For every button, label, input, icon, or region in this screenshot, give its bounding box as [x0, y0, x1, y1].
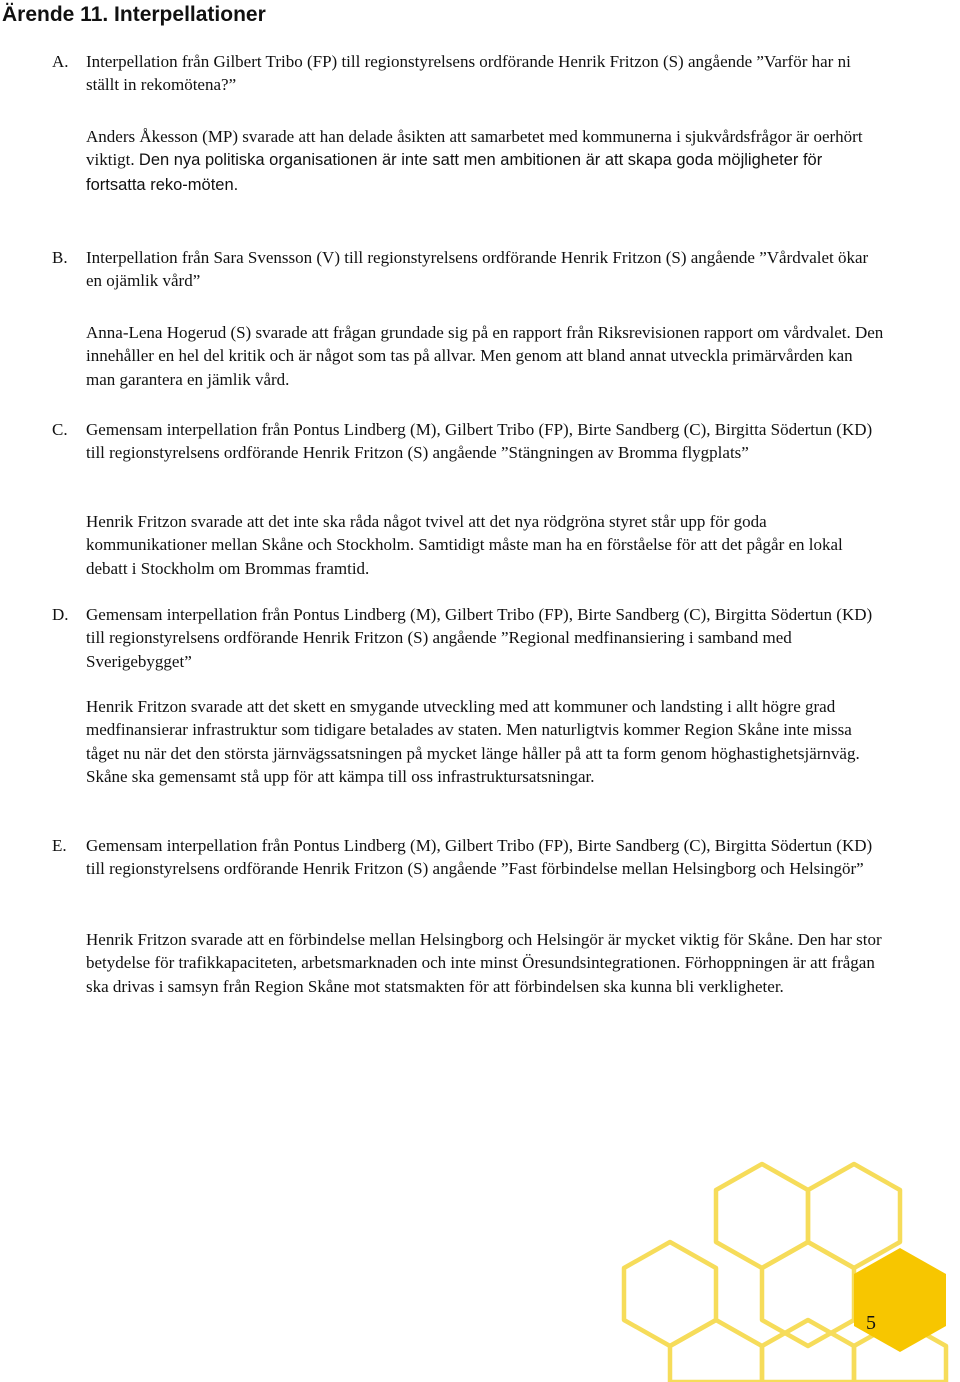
section-letter: A. — [52, 52, 69, 71]
hexagon-outline-shape — [670, 1320, 762, 1382]
interpellation-question: Gemensam interpellation från Pontus Lindberg (M), Gilbert Tribo (FP), Birte Sandberg (C), Birgitta Södertun (KD) till regionstyrelsens ordförande Henrik Fritzon (S) angående ”Stängningen av Bromma flygplats” — [86, 420, 873, 463]
section-letter: B. — [52, 248, 68, 267]
hexagon-outline-shape — [762, 1242, 854, 1346]
interpellation-answer: Henrik Fritzon svarade att det inte ska råda något tvivel att det nya rödgröna styret står upp för goda kommunikationer mellan Skåne och Stockholm. Samtidigt måste man ha en förståelse för att det pågår en lokal debatt i Stockholm om Brommas framtid. — [86, 512, 843, 578]
interpellation-question: Interpellation från Gilbert Tribo (FP) till regionstyrelsens ordförande Henrik Fritzon (S) angående ”Varför har ni ställt in rekomötena?” — [86, 52, 851, 95]
interpellation-question: Gemensam interpellation från Pontus Lindberg (M), Gilbert Tribo (FP), Birte Sandberg (C), Birgitta Södertun (KD) till regionstyrelsens ordförande Henrik Fritzon (S) angående ”Regional medfinansiering i samband med Sverigebygget” — [86, 605, 873, 671]
hexagon-outline-shape — [808, 1164, 900, 1268]
interpellation-question: Interpellation från Sara Svensson (V) till regionstyrelsens ordförande Henrik Fritzon (S) angående ”Vårdvalet ökar en ojämlik vård” — [86, 248, 869, 291]
interpellation-question: Gemensam interpellation från Pontus Lindberg (M), Gilbert Tribo (FP), Birte Sandberg (C), Birgitta Södertun (KD) till regionstyrelsens ordförande Henrik Fritzon (S) angående ”Fast förbindelse mellan Helsingborg och Helsingör” — [86, 836, 873, 879]
interpellation-answer: Henrik Fritzon svarade att det skett en smygande utveckling med att kommuner och landsting i allt högre grad medfinansierar infrastruktur som tidigare betalades av staten. Men naturligtvis kommer Region Skåne inte missa tåget nu när det den största järnvägssatsningen på mycket länge håller på att ta form genom höghastighetsjärnväg. Skåne ska gemensamt stå upp för att kämpa till oss infrastruktursatsningar. — [86, 697, 860, 786]
interpellation-answer: Henrik Fritzon svarade att en förbindelse mellan Helsingborg och Helsingör är mycket viktig för Skåne. Den har stor betydelse för trafikkapaciteten, arbetsmarknaden och inte minst Öresundsintegrationen. Förhoppningen är att frågan ska drivas i samsyn från Region Skåne mot statsmakten för att förbindelsen ska kunna bli verkligheter. — [86, 930, 882, 996]
section-letter: C. — [52, 420, 68, 439]
page-number: 5 — [866, 1312, 876, 1334]
hexagon-outline-shape — [624, 1242, 716, 1346]
hexagon-outline-shape — [716, 1164, 808, 1268]
section-letter: D. — [52, 605, 69, 624]
page-title: Ärende 11. Interpellationer — [2, 3, 266, 26]
answer-text-sans: Den nya politiska organisationen är inte satt men ambitionen är att skapa goda möjligheter för fortsatta reko-möten. — [86, 151, 823, 194]
hexagon-decoration-icon — [620, 1160, 960, 1382]
answer-text: Anders Åkesson (MP) svarade att han delade åsikten att samarbetet med kommunerna i sjukvårdsfrågor är oerhört viktigt. — [86, 127, 863, 170]
interpellation-answer: Anna-Lena Hogerud (S) svarade att frågan grundade sig på en rapport från Riksrevisionen rapport om vårdvalet. Den innehåller en hel del kritik och är något som tas på allvar. Men genom att bland annat utveckla primärvården kan man garantera en jämlik vård. — [86, 323, 884, 389]
section-letter: E. — [52, 836, 67, 855]
interpellation-answer — [86, 125, 886, 197]
